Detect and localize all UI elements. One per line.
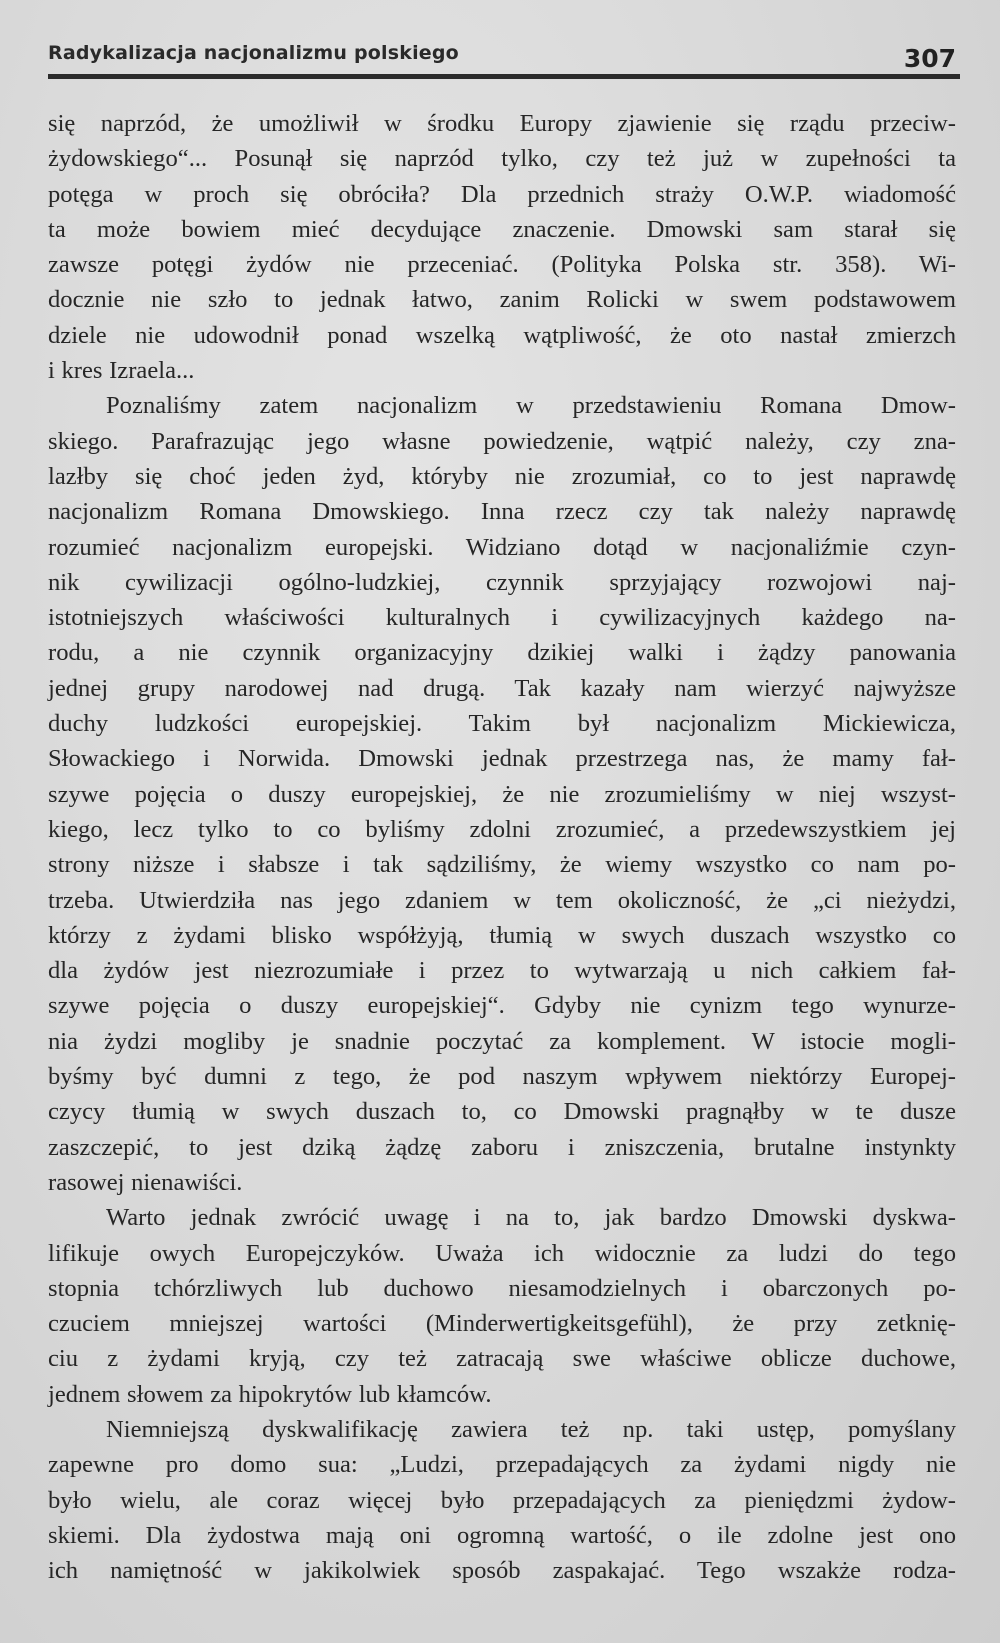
text-line: stopnia tchórzliwych lub duchowo niesamodzielnych i obarczonych po- (48, 1274, 956, 1302)
text-line: zaszczepić, to jest dziką żądzę zaboru i zniszczenia, brutalne instynkty (48, 1133, 956, 1161)
text-line: nacjonalizm Romana Dmowskiego. Inna rzecz czy tak należy naprawdę (48, 498, 956, 526)
paragraph (48, 106, 956, 388)
text-line: kiego, lecz tylko to co byliśmy zdolni zrozumieć, a przedewszystkiem jej (48, 815, 956, 843)
text-line: lifikuje owych Europejczyków. Uważa ich widocznie za ludzi do tego (48, 1239, 956, 1267)
text-line: skiemi. Dla żydostwa mają oni ogromną wartość, o ile zdolne jest ono (48, 1521, 956, 1549)
text-line: żydowskiego“... Posunął się naprzód tylko, czy też już w zupełności ta (48, 145, 956, 173)
text-line: się naprzód, że umożliwił w środku Europy zjawienie się rządu przeciw- (48, 110, 956, 137)
text-line: Niemniejszą dyskwalifikację zawiera też np. taki ustęp, pomyślany (106, 1415, 956, 1443)
text-line: ciu z żydami kryją, czy też zatracają swe właściwe oblicze duchowe, (48, 1345, 956, 1373)
text-line: czuciem mniejszej wartości (Minderwertigkeitsgefühl), że przy zetknię- (48, 1310, 956, 1338)
text-line: rasowej nienawiści. (48, 1168, 243, 1196)
text-line: szywe pojęcia o duszy europejskiej“. Gdyby nie cynizm tego wynurze- (48, 992, 956, 1020)
text-line: rodu, a nie czynnik organizacyjny dzikiej walki i żądzy panowania (48, 639, 956, 667)
text-line: zawsze potęgi żydów nie przeceniać. (Polityka Polska str. 358). Wi- (48, 251, 956, 279)
text-line: zapewne pro domo sua: „Ludzi, przepadających za żydami nigdy nie (48, 1451, 956, 1479)
text-line: Słowackiego i Norwida. Dmowski jednak przestrzega nas, że mamy fał- (48, 745, 956, 773)
text-line: trzeba. Utwierdziła nas jego zdaniem w tem okoliczność, że „ci nieżydzi, (48, 886, 956, 914)
paragraph (48, 1200, 956, 1412)
text-line: ich namiętność w jakikolwiek sposób zaspakajać. Tego wszakże rodza- (48, 1557, 956, 1585)
paragraph (48, 388, 956, 1200)
text-line: lazłby się choć jeden żyd, któryby nie zrozumiał, co to jest naprawdę (48, 462, 956, 490)
text-line: nia żydzi mogliby je snadnie poczytać za komplement. W istocie mogli- (48, 1027, 956, 1055)
text-line: strony niższe i słabsze i tak sądziliśmy, że wiemy wszystko co nam po- (48, 851, 956, 879)
text-line: było wielu, ale coraz więcej było przepadających za pieniędzmi żydow- (48, 1486, 956, 1514)
text-line: ta może bowiem mieć decydujące znaczenie. Dmowski sam starał się (48, 215, 956, 243)
text-line: szywe pojęcia o duszy europejskiej, że nie zrozumieliśmy w niej wszyst- (48, 780, 956, 808)
text-line: jednej grupy narodowej nad drugą. Tak kazały nam wierzyć najwyższe (48, 674, 956, 702)
text-line: którzy z żydami blisko współżyją, tłumią w swych duszach wszystko co (48, 921, 956, 949)
text-line: dziele nie udowodnił ponad wszelką wątpliwość, że oto nastał zmierzch (48, 321, 956, 349)
paragraph (48, 1412, 956, 1588)
text-line: docznie nie szło to jednak łatwo, zanim Rolicki w swem podstawowem (48, 286, 956, 314)
text-line: istotniejszych właściwości kulturalnych i cywilizacyjnych każdego na- (48, 604, 956, 632)
running-title: Radykalizacja nacjonalizmu polskiego (48, 42, 459, 64)
text-line: Warto jednak zwrócić uwagę i na to, jak bardzo Dmowski dyskwa- (106, 1204, 956, 1232)
page-header (48, 38, 956, 78)
page-number: 307 (903, 44, 956, 73)
text-line: czycy tłumią w swych duszach to, co Dmowski pragnąłby w te dusze (48, 1098, 956, 1126)
text-line: rozumieć nacjonalizm europejski. Widziano dotąd w nacjonaliźmie czyn- (48, 533, 956, 561)
text-line: skiego. Parafrazując jego własne powiedzenie, wątpić należy, czy zna- (48, 427, 956, 455)
body-text (48, 106, 956, 1588)
text-line: Poznaliśmy zatem nacjonalizm w przedstawieniu Romana Dmow- (106, 392, 956, 420)
text-line: dla żydów jest niezrozumiałe i przez to wytwarzają u nich całkiem fał- (48, 957, 956, 985)
text-line: i kres Izraela... (48, 357, 195, 385)
text-line: duchy ludzkości europejskiej. Takim był nacjonalizm Mickiewicza, (48, 710, 956, 738)
text-line: potęga w proch się obróciła? Dla przednich straży O.W.P. wiadomość (48, 180, 956, 208)
text-line: jednem słowem za hipokrytów lub kłamców. (48, 1380, 492, 1408)
text-line: nik cywilizacji ogólno-ludzkiej, czynnik sprzyjający rozwojowi naj- (48, 568, 956, 596)
text-line: byśmy być dumni z tego, że pod naszym wpływem niektórzy Europej- (48, 1063, 956, 1091)
header-rule (48, 74, 960, 79)
